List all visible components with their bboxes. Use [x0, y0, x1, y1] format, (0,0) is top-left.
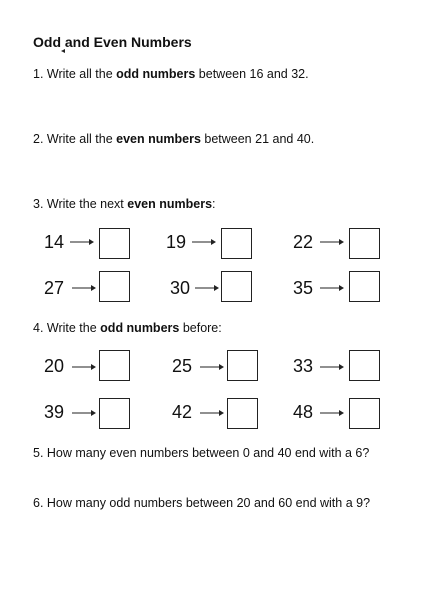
arrow-icon [72, 409, 96, 417]
stray-arrow-mark [61, 49, 65, 53]
arrow-icon [200, 363, 224, 371]
q4-number-6: 48 [293, 402, 314, 422]
answer-box-q4-4[interactable] [99, 398, 130, 429]
question-1-bold: odd numbers [116, 67, 196, 81]
question-1 [33, 67, 403, 82]
arrow-icon [192, 238, 216, 246]
arrow-icon [320, 238, 344, 246]
question-2-suffix: between 21 and 40. [200, 132, 315, 146]
q3-number-4: 27 [44, 278, 65, 298]
q4-number-1: 20 [44, 356, 65, 376]
question-4 [33, 321, 403, 336]
question-2 [33, 132, 403, 147]
answer-box-q4-6[interactable] [349, 398, 380, 429]
q3-number-1: 14 [44, 232, 65, 252]
answer-box-q3-4[interactable] [99, 271, 130, 302]
arrow-icon [320, 363, 344, 371]
question-3-prefix: 3. Write the next [33, 197, 128, 211]
q4-number-3: 33 [293, 356, 314, 376]
q3-number-2: 19 [166, 232, 187, 252]
worksheet-title: Odd and Even Numbers [33, 34, 192, 50]
arrow-icon [200, 409, 224, 417]
arrow-icon [72, 284, 96, 292]
question-4-prefix: 4. Write the [33, 321, 101, 335]
question-2-bold: even numbers [116, 132, 201, 146]
question-3-bold: even numbers [127, 197, 213, 211]
question-4-suffix: before: [179, 321, 222, 335]
question-3 [33, 197, 403, 212]
question-6: 6. How many odd numbers between 20 and 60 end with a 9? [33, 496, 371, 510]
answer-box-q4-3[interactable] [349, 350, 380, 381]
question-5: 5. How many even numbers between 0 and 40 end with a 6? [33, 446, 370, 460]
answer-box-q4-5[interactable] [227, 398, 258, 429]
question-1-prefix: 1. Write all the [33, 67, 117, 81]
q4-number-2: 25 [172, 356, 193, 376]
answer-box-q4-1[interactable] [99, 350, 130, 381]
answer-box-q4-2[interactable] [227, 350, 258, 381]
q3-number-6: 35 [293, 278, 314, 298]
arrow-icon [320, 284, 344, 292]
question-4-bold: odd numbers [100, 321, 180, 335]
question-3-suffix: : [212, 197, 216, 211]
arrow-icon [195, 284, 219, 292]
arrow-icon [72, 363, 96, 371]
q4-number-4: 39 [44, 402, 65, 422]
answer-box-q3-1[interactable] [99, 228, 130, 259]
q4-number-5: 42 [172, 402, 193, 422]
question-1-suffix: between 16 and 32. [195, 67, 309, 81]
arrow-icon [320, 409, 344, 417]
answer-box-q3-5[interactable] [221, 271, 252, 302]
answer-box-q3-2[interactable] [221, 228, 252, 259]
answer-box-q3-3[interactable] [349, 228, 380, 259]
q3-number-5: 30 [170, 278, 191, 298]
question-2-prefix: 2. Write all the [33, 132, 117, 146]
q3-number-3: 22 [293, 232, 314, 252]
answer-box-q3-6[interactable] [349, 271, 380, 302]
arrow-icon [70, 238, 94, 246]
